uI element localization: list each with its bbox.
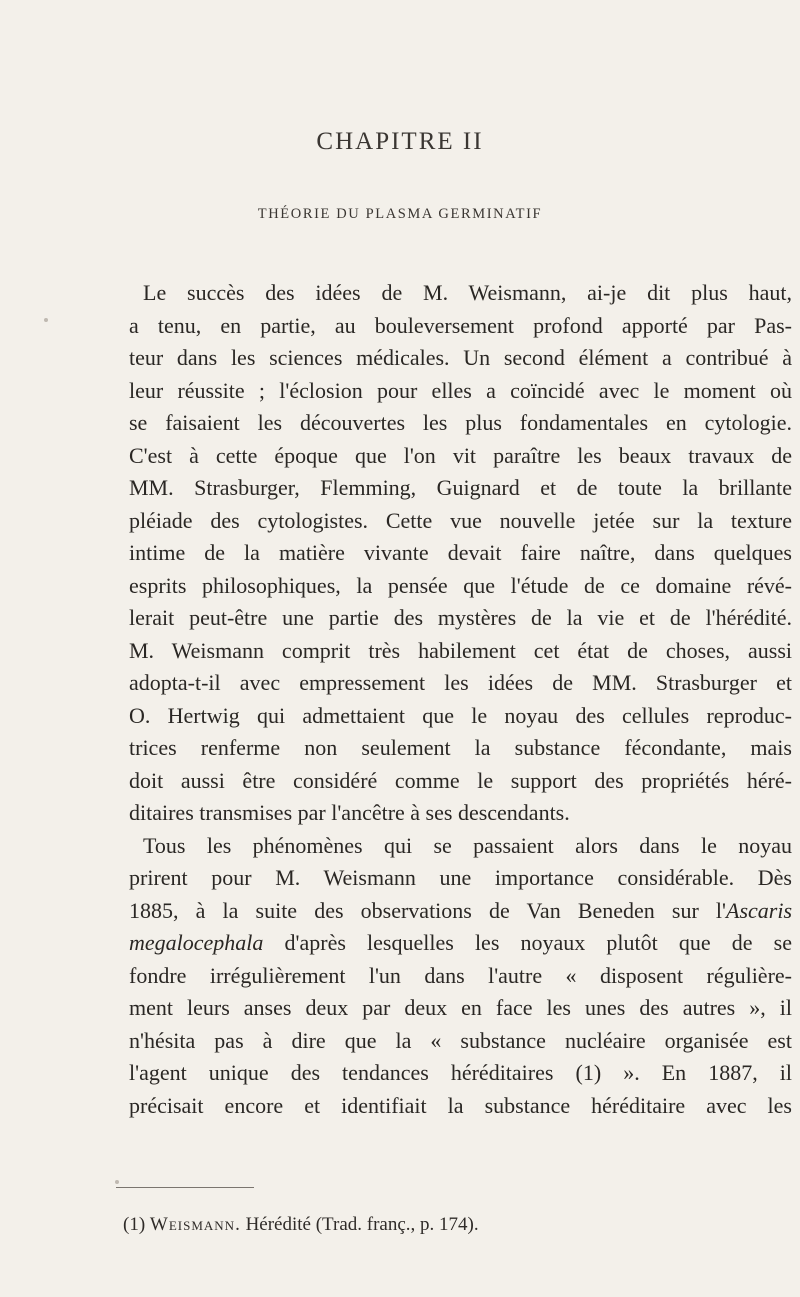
section-title: THÉORIE DU PLASMA GERMINATIF [257,206,543,222]
italic-term: Ascaris [726,897,792,923]
text-line: M. Weismann comprit très habilement cet état de choses, aussi [129,637,792,663]
text-line: intime de la matière vivante devait faire naître, dans quelques [129,540,792,565]
text-line: esprits philosophiques, la pensée que l'étude de ce domaine révé- [129,572,792,598]
text-line: trices renferme non seulement la substance fécondante, mais [129,735,792,760]
footnote-marker: (1) [123,1214,146,1235]
footnote-text: Hérédité (Trad. franç., p. 174). [245,1214,479,1235]
text-line: fondre irrégulièrement l'un dans l'autre « disposent régulière- [129,962,792,988]
text-line: Tous les phénomènes qui se passaient alors dans le noyau [143,832,792,858]
text-fragment: 1885, à la suite des observations de Van Beneden sur l' [129,897,726,923]
footnote-rule [116,1187,254,1188]
text-line: l'agent unique des tendances héréditaires (1) ». En 1887, il [129,1060,792,1085]
text-line: pléiade des cytologistes. Cette vue nouvelle jetée sur la texture [129,507,792,533]
chapter-heading: CHAPITRE II [316,128,484,155]
text-line: teur dans les sciences médicales. Un second élément a contribué à [129,345,792,370]
footnote-author: Weismann. [149,1214,241,1235]
text-line: C'est à cette époque que l'on vit paraître les beaux travaux de [129,442,792,468]
body-text [129,277,792,1122]
text-line: doit aussi être considéré comme le support des propriétés héré- [129,767,792,793]
text-fragment: d'après lesquelles les noyaux plutôt que de se [263,930,792,955]
text-line: se faisaient les découvertes les plus fondamentales en cytologie. [129,410,792,435]
text-line: n'hésita pas à dire que la « substance nucléaire organisée est [129,1027,792,1053]
footnote [123,1214,479,1236]
text-line: Le succès des idées de M. Weismann, ai-je dit plus haut, [143,280,792,305]
paper-speck [44,318,48,322]
text-line: leur réussite ; l'éclosion pour elles a coïncidé avec le moment où [129,377,792,403]
text-line: précisait encore et identifiait la substance héréditaire avec les [129,1092,792,1118]
text-line: prirent pour M. Weismann une importance considérable. Dès [129,865,792,890]
text-line [129,927,792,960]
text-line: adopta-t-il avec empressement les idées de MM. Strasburger et [129,670,792,695]
text-line: O. Hertwig qui admettaient que le noyau des cellules reproduc- [129,702,792,728]
text-line: ment leurs anses deux par deux en face les unes des autres », il [129,995,792,1020]
text-line: ditaires transmises par l'ancêtre à ses descendants. [129,800,570,825]
text-line: a tenu, en partie, au bouleversement profond apporté par Pas- [129,312,792,338]
paper-speck [115,1180,119,1184]
italic-term-continuation: megalocephala [129,930,264,955]
text-line-with-italic [129,895,792,928]
text-line: MM. Strasburger, Flemming, Guignard et de toute la brillante [129,475,792,500]
text-line: lerait peut-être une partie des mystères de la vie et de l'hérédité. [129,605,792,630]
